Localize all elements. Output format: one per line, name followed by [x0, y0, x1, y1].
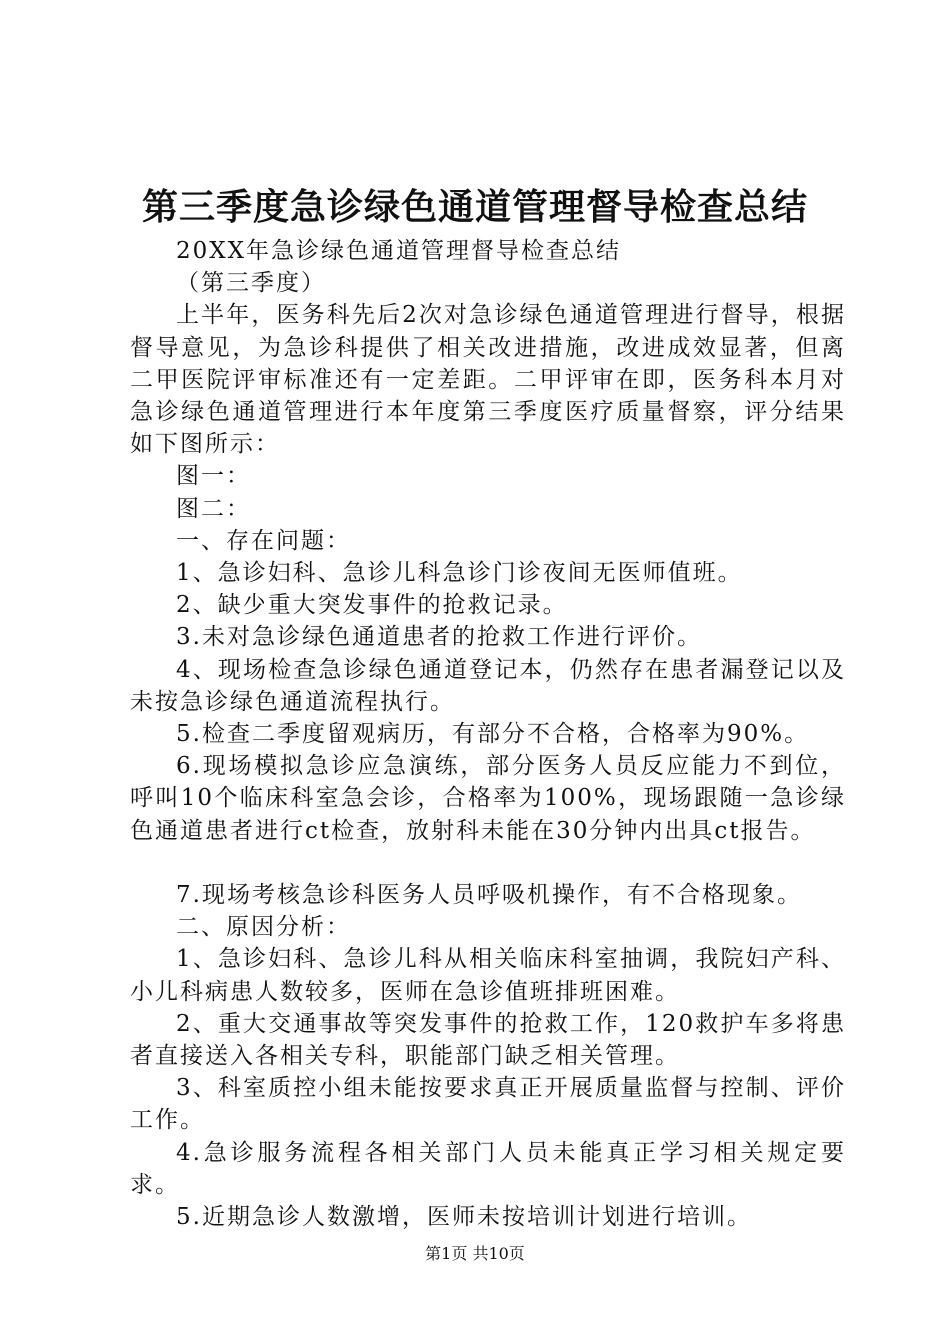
problem-item: 7.现场考核急诊科医务人员呼吸机操作，有不合格现象。: [176, 882, 802, 909]
cause-item: 5.近期急诊人数激增，医师未按培训计划进行培训。: [176, 1204, 752, 1231]
section-heading-causes: 二、原因分析：: [176, 914, 351, 941]
cause-item: 1、急诊妇科、急诊儿科从相关临床科室抽调，我院妇产科、小儿科病患人数较多，医师在急诊值班排班困难。: [130, 946, 846, 1005]
document-body: [130, 235, 846, 1233]
figure-two-label: 图二：: [176, 495, 251, 522]
problem-item: 6.现场模拟急诊应急演练，部分医务人员反应能力不到位，呼叫10个临床科室急会诊，合格率为100%，现场跟随一急诊绿色通道患者进行ct检查，放射科未能在30分钟内出具ct报告。: [130, 753, 846, 844]
quarter-label: （第三季度）: [176, 270, 326, 297]
figure-one-label: 图一：: [176, 463, 251, 490]
problem-item: 5.检查二季度留观病历，有部分不合格，合格率为90%。: [176, 721, 810, 748]
cause-item: 3、科室质控小组未能按要求真正开展质量监督与控制、评价工作。: [130, 1075, 846, 1134]
problem-item: 3.未对急诊绿色通道患者的抢救工作进行评价。: [176, 624, 702, 651]
problem-item: 4、现场检查急诊绿色通道登记本，仍然存在患者漏登记以及未按急诊绿色通道流程执行。: [130, 656, 846, 715]
cause-item: 4.急诊服务流程各相关部门人员未能真正学习相关规定要求。: [130, 1139, 846, 1198]
document-title: 第三季度急诊绿色通道管理督导检查总结: [141, 187, 808, 228]
blank-line: [130, 847, 846, 879]
problem-item: 1、急诊妇科、急诊儿科急诊门诊夜间无医师值班。: [176, 560, 743, 587]
section-heading-problems: 一、存在问题：: [176, 527, 351, 554]
cause-item: 2、重大交通事故等突发事件的抢救工作，120救护车多将患者直接送入各相关专科，职能部门缺乏相关管理。: [130, 1010, 846, 1070]
page-footer: 第1页 共10页: [425, 1244, 525, 1263]
subtitle: 20XX年急诊绿色通道管理督导检查总结: [176, 238, 622, 264]
intro-paragraph: 上半年，医务科先后2次对急诊绿色通道管理进行督导，根据督导意见，为急诊科提供了相关改进措施，改进成效显著，但离二甲医院评审标准还有一定差距。二甲评审在即，医务科本月对急诊绿色通道管理进行本年度第三季度医疗质量督察，评分结果如下图所示：: [130, 302, 846, 458]
problem-item: 2、缺少重大突发事件的抢救记录。: [176, 592, 568, 619]
